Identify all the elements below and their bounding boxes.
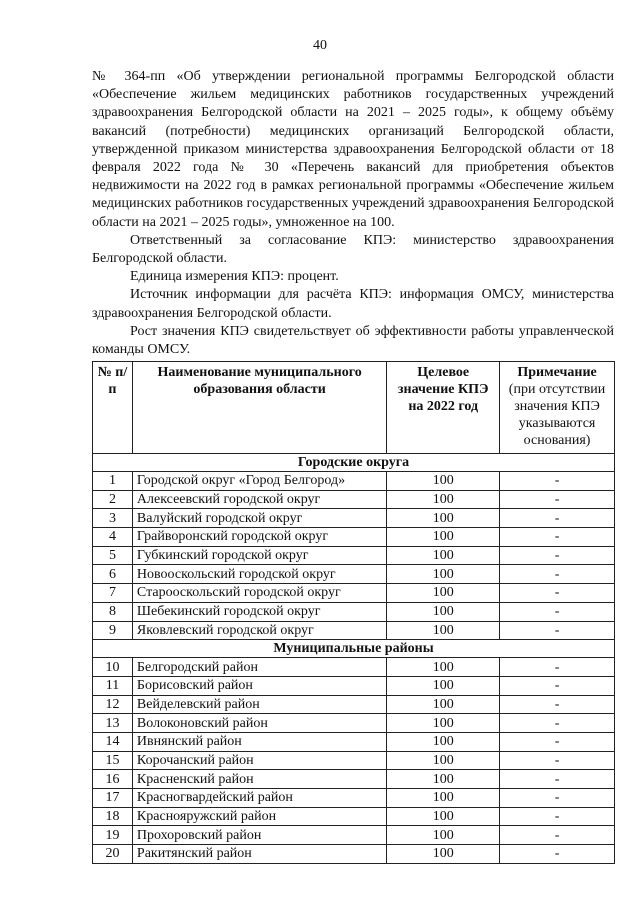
target-value: 100	[387, 528, 500, 547]
table-row	[93, 770, 615, 789]
table-row	[93, 751, 615, 770]
municipality-name: Краснояружский район	[132, 807, 386, 826]
table-row	[93, 807, 615, 826]
table-row	[93, 472, 615, 491]
note-cell: -	[500, 676, 615, 695]
header-note-title: Примечание	[517, 365, 597, 380]
target-value: 100	[387, 490, 500, 509]
note-cell: -	[500, 732, 615, 751]
municipality-name: Красногвардейский район	[132, 789, 386, 808]
row-number: 5	[93, 546, 133, 565]
table-row	[93, 695, 615, 714]
row-number: 6	[93, 565, 133, 584]
row-number: 18	[93, 807, 133, 826]
note-cell: -	[500, 751, 615, 770]
municipality-name: Белгородский район	[132, 658, 386, 677]
municipality-name: Вейделевский район	[132, 695, 386, 714]
note-cell: -	[500, 472, 615, 491]
note-cell: -	[500, 826, 615, 845]
note-cell: -	[500, 509, 615, 528]
group-header-row	[93, 454, 615, 472]
municipality-name: Ракитянский район	[132, 845, 386, 864]
target-value: 100	[387, 676, 500, 695]
note-cell: -	[500, 528, 615, 547]
header-target: Целевое значение КПЭ на 2022 год	[387, 362, 500, 454]
header-name: Наименование муниципального образования области	[132, 362, 386, 454]
row-number: 9	[93, 621, 133, 640]
table-row	[93, 732, 615, 751]
note-cell: -	[500, 490, 615, 509]
row-number: 16	[93, 770, 133, 789]
body-text	[92, 68, 614, 359]
note-cell: -	[500, 602, 615, 621]
row-number: 1	[93, 472, 133, 491]
note-cell: -	[500, 807, 615, 826]
group-header-row	[93, 640, 615, 658]
row-number: 3	[93, 509, 133, 528]
note-cell: -	[500, 789, 615, 808]
row-number: 17	[93, 789, 133, 808]
group-title: Городские округа	[93, 454, 615, 472]
row-number: 12	[93, 695, 133, 714]
target-value: 100	[387, 732, 500, 751]
target-value: 100	[387, 695, 500, 714]
paragraph: Источник информации для расчёта КПЭ: информация ОМСУ, министерства здравоохранения Белгородской области.	[92, 287, 614, 321]
note-cell: -	[500, 695, 615, 714]
paragraph: Единица измерения КПЭ: процент.	[130, 269, 339, 285]
table-row	[93, 826, 615, 845]
table-row	[93, 658, 615, 677]
header-note	[500, 362, 615, 454]
municipality-name: Валуйский городской округ	[132, 509, 386, 528]
kpi-table	[92, 361, 615, 864]
table-row	[93, 602, 615, 621]
target-value: 100	[387, 546, 500, 565]
target-value: 100	[387, 658, 500, 677]
paragraph: Рост значения КПЭ свидетельствует об эффективности работы управленческой команды ОМСУ.	[92, 323, 614, 358]
paragraph: № 364-пп «Об утверждении региональной программы Белгородской области «Обеспечение жильем медицинских работников государственных учреждений здравоохранения Белгородской области на 2021 – 2025 годы», к общему объёму вакансий (потребности) медицинских организаций Белгородской области, утвержденной приказом министерства здравоохранения Белгородской области от 18 февраля 2022 года № 30 «Перечень вакансий для приобретения объектов недвижимости на 2022 год в рамках региональной программы «Обеспечение жильем медицинских работников государственных учреждений здравоохранения Белгородской области на 2021 – 2025 годы», умноженное на 100.	[92, 69, 614, 230]
table-row	[93, 789, 615, 808]
note-cell: -	[500, 584, 615, 603]
target-value: 100	[387, 845, 500, 864]
target-value: 100	[387, 509, 500, 528]
table-row	[93, 490, 615, 509]
page-number: 40	[313, 38, 327, 53]
table-row	[93, 565, 615, 584]
header-note-sub: (при отсутствии значения КПЭ указываются основания)	[508, 382, 606, 448]
municipality-name: Яковлевский городской округ	[132, 621, 386, 640]
target-value: 100	[387, 826, 500, 845]
row-number: 15	[93, 751, 133, 770]
table-row	[93, 676, 615, 695]
target-value: 100	[387, 584, 500, 603]
row-number: 8	[93, 602, 133, 621]
note-cell: -	[500, 714, 615, 733]
table-row	[93, 528, 615, 547]
target-value: 100	[387, 789, 500, 808]
table-row	[93, 584, 615, 603]
paragraph: Ответственный за согласование КПЭ: министерство здравоохранения Белгородской области.	[92, 232, 614, 267]
note-cell: -	[500, 546, 615, 565]
row-number: 10	[93, 658, 133, 677]
table-body	[93, 454, 615, 864]
target-value: 100	[387, 602, 500, 621]
municipality-name: Городской округ «Город Белгород»	[132, 472, 386, 491]
target-value: 100	[387, 770, 500, 789]
municipality-name: Алексеевский городской округ	[132, 490, 386, 509]
municipality-name: Шебекинский городской округ	[132, 602, 386, 621]
note-cell: -	[500, 770, 615, 789]
municipality-name: Прохоровский район	[132, 826, 386, 845]
target-value: 100	[387, 751, 500, 770]
target-value: 100	[387, 565, 500, 584]
note-cell: -	[500, 658, 615, 677]
row-number: 11	[93, 676, 133, 695]
municipality-name: Новооскольский городской округ	[132, 565, 386, 584]
target-value: 100	[387, 472, 500, 491]
municipality-name: Ивнянский район	[132, 732, 386, 751]
header-num: № п/п	[93, 362, 133, 454]
table-row	[93, 714, 615, 733]
note-cell: -	[500, 621, 615, 640]
municipality-name: Волоконовский район	[132, 714, 386, 733]
row-number: 14	[93, 732, 133, 751]
table-row	[93, 546, 615, 565]
note-cell: -	[500, 845, 615, 864]
group-title: Муниципальные районы	[93, 640, 615, 658]
target-value: 100	[387, 807, 500, 826]
municipality-name: Корочанский район	[132, 751, 386, 770]
row-number: 20	[93, 845, 133, 864]
municipality-name: Красненский район	[132, 770, 386, 789]
municipality-name: Старооскольский городской округ	[132, 584, 386, 603]
table-row	[93, 509, 615, 528]
row-number: 19	[93, 826, 133, 845]
municipality-name: Губкинский городской округ	[132, 546, 386, 565]
municipality-name: Борисовский район	[132, 676, 386, 695]
target-value: 100	[387, 621, 500, 640]
note-cell: -	[500, 565, 615, 584]
target-value: 100	[387, 714, 500, 733]
row-number: 13	[93, 714, 133, 733]
table-row	[93, 845, 615, 864]
table-row	[93, 621, 615, 640]
row-number: 4	[93, 528, 133, 547]
municipality-name: Грайворонский городской округ	[132, 528, 386, 547]
row-number: 2	[93, 490, 133, 509]
row-number: 7	[93, 584, 133, 603]
